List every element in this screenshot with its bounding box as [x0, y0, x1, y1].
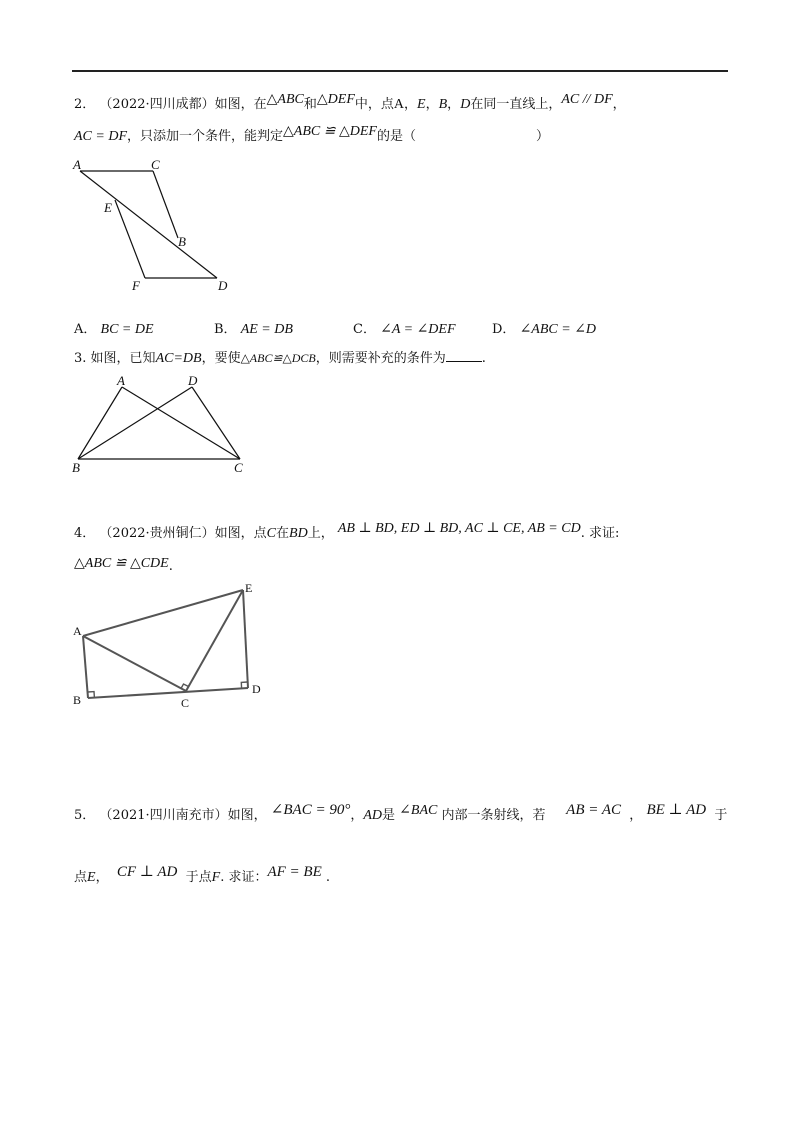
label-b: B	[178, 234, 186, 249]
triangle-abc: △ABC	[266, 92, 304, 107]
label-c: C	[181, 696, 190, 710]
label-a: A	[73, 157, 81, 172]
q2-source: （2022·四川成都）	[99, 97, 215, 112]
option-d[interactable]: D． ∠ABC = ∠D	[492, 322, 597, 337]
q5-stem-line1: 5． （2021·四川南充市）如图， ∠BAC = 90°，AD是 ∠BAC 内部一条射线，若 AB = AC ， BE ⊥ AD 于	[74, 802, 728, 823]
q5-number: 5．	[74, 808, 96, 823]
q5-stem-line2: 点E， CF ⊥ AD 于点F. 求证：AF = BE .	[74, 864, 331, 885]
label-c: C	[234, 460, 243, 475]
answer-blank	[446, 349, 482, 362]
parallel-condition: AC // DF	[561, 92, 613, 107]
q3-number: 3.	[74, 351, 87, 366]
q3-figure	[70, 372, 260, 477]
q4-stem-line2: △ABC ≌ △CDE.	[74, 556, 173, 574]
q5-source: （2021·四川南充市）	[99, 808, 228, 823]
label-a: A	[73, 624, 82, 638]
congruence-statement: △ABC ≌ △CDE	[74, 556, 169, 571]
label-d: D	[188, 373, 198, 388]
q4-number: 4．	[74, 526, 96, 541]
label-a: A	[117, 373, 125, 388]
right-angle-condition: ∠BAC = 90°	[270, 802, 351, 818]
prove-statement: AF = BE	[267, 864, 322, 880]
option-c[interactable]: C． ∠A = ∠DEF	[353, 322, 456, 337]
triangle-def: △DEF	[316, 92, 355, 107]
q2-figure	[70, 150, 240, 295]
congruence-statement: △ABC≌△DCB	[240, 351, 316, 365]
label-b: B	[72, 460, 80, 475]
option-a[interactable]: A． BC = DE	[74, 322, 154, 337]
q2-stem-line2: AC = DF，只添加一个条件，能判定△ABC ≌ △DEF的是（ ）	[74, 124, 549, 144]
q4-source: （2022·贵州铜仁）	[99, 526, 215, 541]
top-rule	[72, 70, 728, 72]
label-e: E	[104, 200, 112, 215]
q4-stem-line1: 4． （2022·贵州铜仁）如图，点C在BD上， AB ⊥ BD, ED ⊥ BD, AC ⊥ CE, AB = CD. 求证:	[74, 521, 620, 541]
label-e: E	[245, 581, 253, 595]
q4-figure	[70, 580, 280, 710]
label-b: B	[73, 693, 82, 707]
label-c: C	[151, 157, 160, 172]
q2-stem-line1: 2． （2022·四川成都）如图，在△ABC和△DEF中，点A，E，B，D在同一直线上，AC // DF，	[74, 92, 626, 112]
q3-stem: 3. 如图，已知AC=DB，要使△ABC≌△DCB，则需要补充的条件为 .	[74, 351, 486, 366]
q2-number: 2．	[74, 97, 96, 112]
option-b[interactable]: B． AE = DB	[214, 322, 293, 337]
congruence-statement: △ABC ≌ △DEF	[283, 124, 377, 139]
perpendicular-conditions: AB ⊥ BD, ED ⊥ BD, AC ⊥ CE, AB = CD	[337, 521, 581, 536]
label-d: D	[252, 682, 261, 696]
label-f: F	[132, 278, 140, 293]
label-d: D	[218, 278, 228, 293]
